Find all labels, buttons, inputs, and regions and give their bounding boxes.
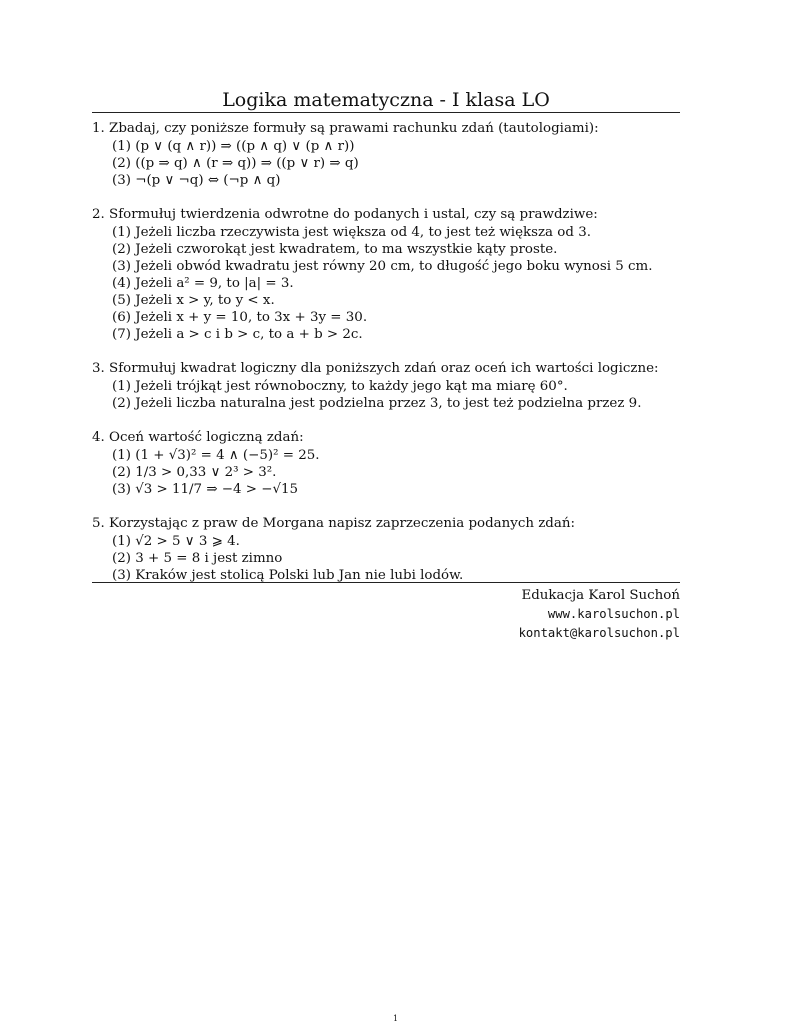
task-item: (2) Jeżeli czworokąt jest kwadratem, to ma wszystkie kąty proste. bbox=[112, 242, 558, 257]
task-title: 1. Zbadaj, czy poniższe formuły są prawami rachunku zdań (tautologiami): bbox=[92, 121, 599, 136]
task-item: (1) Jeżeli trójkąt jest równoboczny, to każdy jego kąt ma miarę 60°. bbox=[112, 379, 568, 394]
task-item: (1) (p ∨ (q ∧ r)) ⇒ ((p ∧ q) ∨ (p ∧ r)) bbox=[112, 139, 355, 154]
page-number: 1 bbox=[392, 1014, 399, 1023]
task-item: (2) ((p ⇒ q) ∧ (r ⇒ q)) ⇒ ((p ∨ r) ⇒ q) bbox=[112, 156, 359, 171]
task-item: (2) 3 + 5 = 8 i jest zimno bbox=[112, 551, 283, 566]
task-title: 5. Korzystając z praw de Morgana napisz zaprzeczenia podanych zdań: bbox=[92, 516, 575, 531]
task-item: (5) Jeżeli x > y, to y < x. bbox=[112, 293, 275, 308]
title-divider bbox=[92, 112, 680, 113]
task-title: 2. Sformułuj twierdzenia odwrotne do podanych i ustal, czy są prawdziwe: bbox=[92, 207, 598, 222]
task-items bbox=[92, 138, 680, 189]
task-title: 3. Sformułuj kwadrat logiczny dla poniższych zdań oraz oceń ich wartości logiczne: bbox=[92, 361, 659, 376]
page-title: Logika matematyczna - I klasa LO bbox=[222, 89, 550, 111]
task-item: (2) 1/3 > 0,33 ∨ 2³ > 3². bbox=[112, 465, 277, 480]
task-1 bbox=[92, 120, 680, 189]
footer-website-link[interactable]: www.karolsuchon.pl bbox=[547, 607, 680, 621]
task-item: (3) Kraków jest stolicą Polski lub Jan nie lubi lodów. bbox=[112, 568, 464, 583]
task-item: (1) Jeżeli liczba rzeczywista jest większa od 4, to jest też większa od 3. bbox=[112, 225, 591, 240]
task-item: (7) Jeżeli a > c i b > c, to a + b > 2c. bbox=[112, 327, 363, 342]
task-item: (3) ¬(p ∨ ¬q) ⇔ (¬p ∧ q) bbox=[112, 173, 281, 188]
task-3 bbox=[92, 360, 680, 412]
task-items bbox=[92, 447, 680, 498]
worksheet-content bbox=[92, 120, 680, 601]
task-item: (1) √2 > 5 ∨ 3 ⩾ 4. bbox=[112, 534, 240, 549]
task-title: 4. Oceń wartość logiczną zdań: bbox=[92, 430, 304, 445]
task-4 bbox=[92, 429, 680, 498]
task-item: (3) Jeżeli obwód kwadratu jest równy 20 cm, to długość jego boku wynosi 5 cm. bbox=[112, 259, 653, 274]
task-item: (3) √3 > 11/7 ⇒ −4 > −√15 bbox=[112, 482, 299, 497]
task-item: (4) Jeżeli a² = 9, to |a| = 3. bbox=[112, 276, 294, 291]
footer-email-link[interactable]: kontakt@karolsuchon.pl bbox=[518, 626, 680, 640]
task-item: (2) Jeżeli liczba naturalna jest podzielna przez 3, to jest też podzielna przez 9. bbox=[112, 396, 642, 411]
task-2 bbox=[92, 206, 680, 343]
task-item: (1) (1 + √3)² = 4 ∧ (−5)² = 25. bbox=[112, 448, 320, 463]
footer bbox=[519, 586, 680, 643]
task-item: (6) Jeżeli x + y = 10, to 3x + 3y = 30. bbox=[112, 310, 368, 325]
task-items bbox=[92, 224, 680, 343]
task-5 bbox=[92, 515, 680, 584]
footer-author: Edukacja Karol Suchoń bbox=[521, 588, 680, 603]
task-items bbox=[92, 533, 680, 584]
task-items bbox=[92, 378, 680, 412]
footer-divider bbox=[92, 582, 680, 583]
